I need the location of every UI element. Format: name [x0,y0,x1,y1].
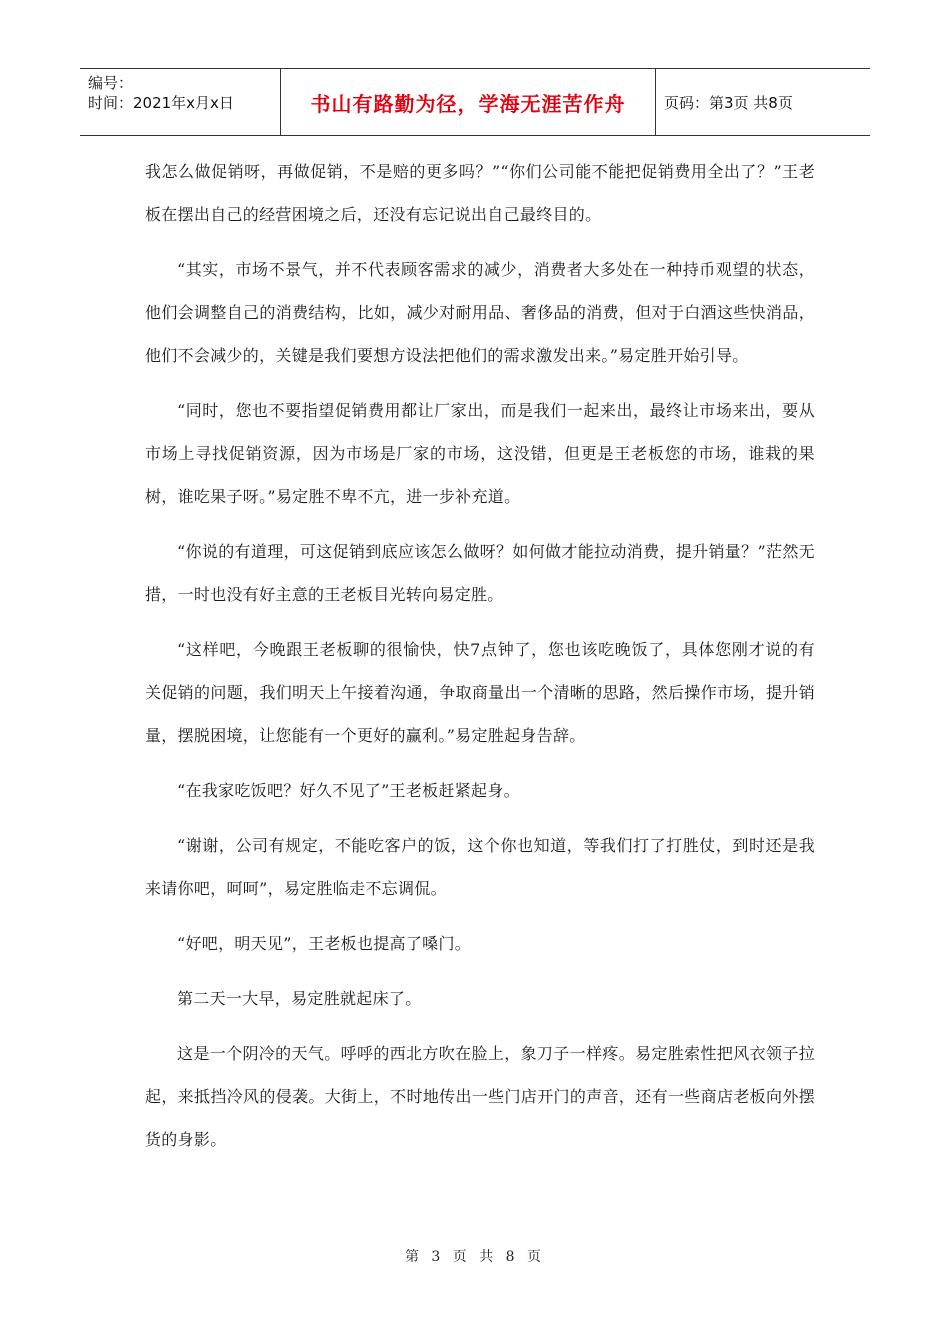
page-label: 页码：第3页 共8页 [664,93,793,112]
paragraph: “你说的有道理，可这促销到底应该怎么做呀？如何做才能拉动消费，提升销量？”茫然无措，一时也没有好主意的王老板目光转向易定胜。 [145,542,815,604]
paragraph: “好吧，明天见”，王老板也提高了嗓门。 [177,934,472,953]
paragraph: “在我家吃饭吧？好久不见了”王老板赶紧起身。 [177,781,520,800]
paragraph: “谢谢，公司有规定，不能吃客户的饭，这个你也知道，等我们打了打胜仗，到时还是我来请你吧，呵呵”，易定胜临走不忘调侃。 [145,836,815,898]
header-motto-cell [281,69,656,135]
paragraph: 我怎么做促销呀，再做促销，不是赔的更多吗？”“你们公司能不能把促销费用全出了？”王老板在摆出自己的经营困境之后，还没有忘记说出自己最终目的。 [145,162,815,224]
number-label: 编号： [88,74,134,92]
page-footer: 第 3 页 共 8 页 [404,1249,546,1265]
document-body [145,150,815,1173]
paragraph: 第二天一大早，易定胜就起床了。 [177,989,422,1008]
page-header [80,68,870,136]
paragraph: “同时，您也不要指望促销费用都让厂家出，而是我们一起来出，最终让市场来出，要从市场上寻找促销资源，因为市场是厂家的市场，这没错，但更是王老板您的市场，谁栽的果树，谁吃果子呀。”易定胜不卑不亢，进一步补充道。 [145,401,815,506]
motto: 书山有路勤为径，学海无涯苦作舟 [310,91,626,116]
paragraph: “其实，市场不景气，并不代表顾客需求的减少，消费者大多处在一种持币观望的状态，他们会调整自己的消费结构，比如，减少对耐用品、奢侈品的消费，但对于白酒这些快消品，他们不会减少的，关键是我们要想方设法把他们的需求激发出来。”易定胜开始引导。 [145,260,815,365]
paragraph: 这是一个阴冷的天气。呼呼的西北方吹在脸上，象刀子一样疼。易定胜索性把风衣领子拉起，来抵挡冷风的侵袭。大街上，不时地传出一些门店开门的声音，还有一些商店老板向外摆货的身影。 [145,1044,815,1149]
header-page-cell [656,69,870,135]
time-label: 时间：2021年x月x日 [88,94,234,112]
paragraph: “这样吧，今晚跟王老板聊的很愉快，快7点钟了，您也该吃晚饭了，具体您刚才说的有关促销的问题，我们明天上午接着沟通，争取商量出一个清晰的思路，然后操作市场，提升销量，摆脱困境，让您能有一个更好的赢利。”易定胜起身告辞。 [145,640,815,745]
header-meta [80,69,281,135]
